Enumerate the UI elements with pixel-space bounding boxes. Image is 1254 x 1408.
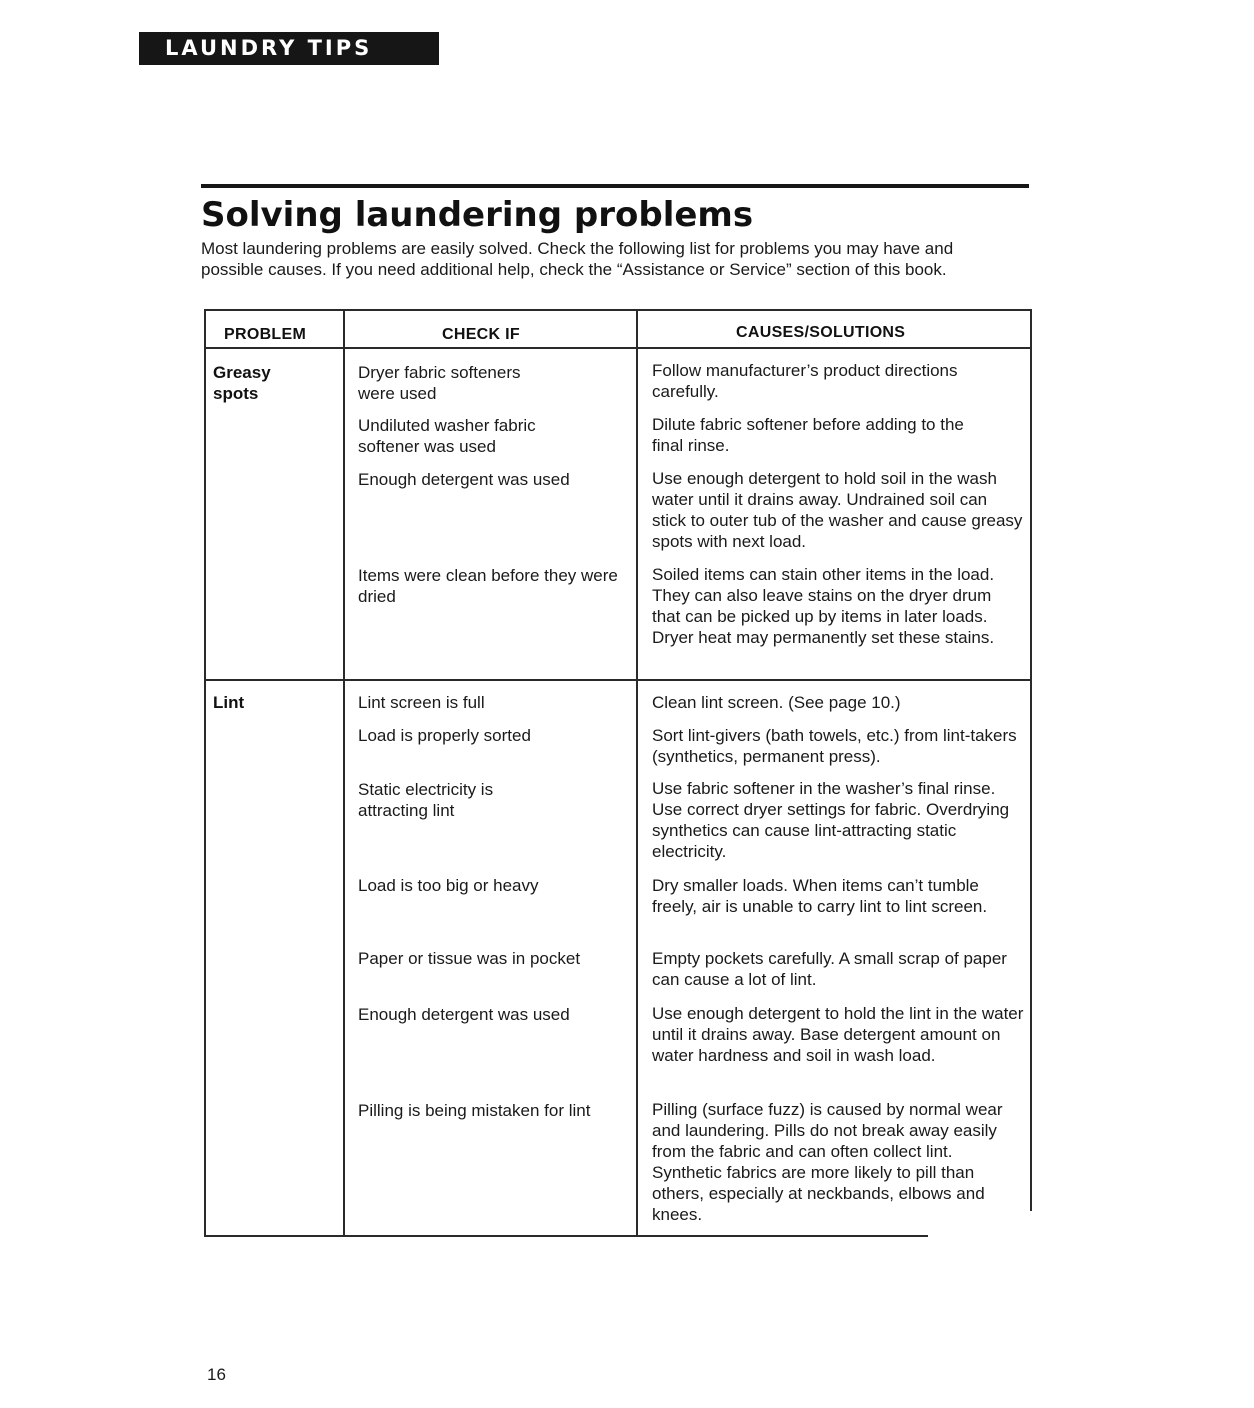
solution-undiluted-softener: Dilute fabric softener before adding to the final rinse.	[652, 415, 964, 455]
table-col-divider-1	[343, 309, 345, 1237]
check-undiluted-softener: Undiluted washer fabric softener was used	[358, 416, 536, 456]
column-header-problem: PROBLEM	[224, 326, 307, 343]
solution-lint-screen: Clean lint screen. (See page 10.)	[652, 693, 901, 712]
check-lint-screen: Lint screen is full	[358, 693, 485, 712]
table-group-divider	[204, 679, 1032, 681]
solution-load-sorted: Sort lint-givers (bath towels, etc.) from lint-takers (synthetics, permanent press).	[652, 726, 1017, 766]
check-pilling: Pilling is being mistaken for lint	[358, 1101, 591, 1120]
intro-paragraph: Most laundering problems are easily solved. Check the following list for problems you may have and possible causes. If you need additional help, check the “Assistance or Service” section of this book.	[201, 239, 954, 279]
check-load-sorted: Load is properly sorted	[358, 726, 531, 745]
solution-pilling: Pilling (surface fuzz) is caused by normal wear and laundering. Pills do not break away easily from the fabric and can often collect lint. Synthetic fabrics are more likely to pill than others, especially at neckbands, elbows and knees.	[652, 1100, 1003, 1224]
title-rule	[201, 184, 1029, 188]
column-header-causes-solutions: CAUSES/SOLUTIONS	[736, 324, 906, 341]
check-enough-detergent-lint: Enough detergent was used	[358, 1005, 570, 1024]
table-top-border	[204, 309, 1032, 311]
solution-static-electricity: Use fabric softener in the washer’s final rinse. Use correct dryer settings for fabric. Overdrying synthetics can cause lint-attracting static electricity.	[652, 779, 1010, 861]
problem-lint: Lint	[213, 693, 245, 712]
solution-dryer-softeners: Follow manufacturer’s product directions carefully.	[652, 361, 958, 401]
table-col-divider-2	[636, 309, 638, 1237]
solution-paper-tissue: Empty pockets carefully. A small scrap of paper can cause a lot of lint.	[652, 949, 1007, 989]
page-number: 16	[207, 1365, 226, 1384]
check-load-too-big: Load is too big or heavy	[358, 876, 539, 895]
check-paper-tissue: Paper or tissue was in pocket	[358, 949, 581, 968]
problem-greasy-spots: Greasy spots	[213, 363, 271, 403]
section-banner: LAUNDRY TIPS	[139, 32, 439, 65]
solution-enough-detergent-greasy: Use enough detergent to hold soil in the wash water until it drains away. Undrained soil can stick to outer tub of the washer and cause greasy spots with next load.	[652, 469, 1023, 551]
column-header-check-if: CHECK IF	[442, 326, 520, 343]
solution-enough-detergent-lint: Use enough detergent to hold the lint in the water until it drains away. Base detergent amount on water hardness and soil in wash load.	[652, 1004, 1024, 1065]
table-header-divider	[204, 347, 1032, 349]
solution-load-too-big: Dry smaller loads. When items can’t tumble freely, air is unable to carry lint to lint screen.	[652, 876, 988, 916]
check-static-electricity: Static electricity is attracting lint	[358, 780, 494, 820]
table-right-border	[1030, 309, 1032, 1211]
check-enough-detergent-greasy: Enough detergent was used	[358, 470, 570, 489]
problem-table	[204, 309, 1032, 1237]
table-bottom-border	[204, 1235, 928, 1237]
solution-items-clean: Soiled items can stain other items in the load. They can also leave stains on the dryer drum that can be picked up by items in later loads. Dryer heat may permanently set these stains.	[652, 565, 995, 647]
table-left-border	[204, 309, 206, 1237]
page-title: Solving laundering problems	[201, 195, 754, 235]
check-dryer-softeners: Dryer fabric softeners were used	[358, 363, 521, 403]
check-items-clean: Items were clean before they were dried	[358, 566, 618, 606]
